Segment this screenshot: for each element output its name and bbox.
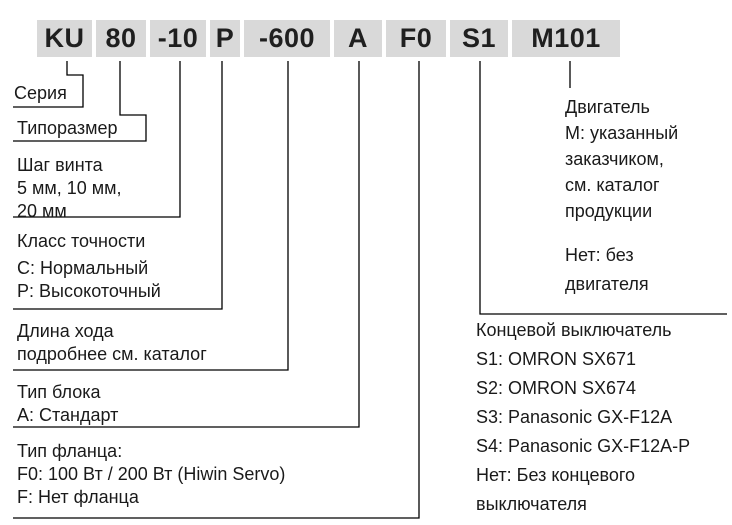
code-segment-stroke: -600 <box>244 20 330 57</box>
label-limit-switch-line: S4: Panasonic GX-F12A-P <box>476 436 691 456</box>
label-accuracy-line: P: Высокоточный <box>17 281 161 301</box>
label-block-line: A: Стандарт <box>17 405 119 425</box>
label-flange <box>17 440 285 509</box>
code-segment-series: KU <box>37 20 92 57</box>
label-block-title: Тип блока <box>17 382 101 402</box>
label-pitch <box>17 154 122 223</box>
label-flange-line: F: Нет фланца <box>17 487 139 507</box>
label-limit-switch-line: S3: Panasonic GX-F12A <box>476 407 673 427</box>
label-pitch-line: 20 мм <box>17 201 67 221</box>
label-accuracy-line: C: Нормальный <box>17 258 149 278</box>
label-motor <box>565 94 678 224</box>
label-limit-switch-line: S2: OMRON SX674 <box>476 378 637 398</box>
label-stroke <box>17 320 207 366</box>
label-motor-none-line: Нет: без <box>565 245 634 265</box>
label-series <box>14 82 67 105</box>
label-limit-switch-line: Нет: Без концевого <box>476 465 636 485</box>
label-accuracy-title: Класс точности <box>17 231 146 251</box>
label-pitch-title: Шаг винта <box>17 155 103 175</box>
code-segment-accuracy: P <box>210 20 240 57</box>
label-limit-switch-line: S1: OMRON SX671 <box>476 349 637 369</box>
label-flange-line: F0: 100 Вт / 200 Вт (Hiwin Servo) <box>17 464 286 484</box>
label-limit-switch-line: выключателя <box>476 494 587 514</box>
code-segment-block: A <box>334 20 382 57</box>
code-segment-motor: M101 <box>512 20 620 57</box>
label-motor-line: заказчиком, <box>565 149 664 169</box>
label-motor-line: M: указанный <box>565 123 679 143</box>
label-block <box>17 381 118 427</box>
label-series-text: Серия <box>14 83 67 103</box>
label-pitch-line: 5 мм, 10 мм, <box>17 178 122 198</box>
label-flange-title: Тип фланца: <box>17 441 123 461</box>
label-size-text: Типоразмер <box>17 118 118 138</box>
label-motor-none-line: двигателя <box>565 274 649 294</box>
label-stroke-line: подробнее см. каталог <box>17 344 207 364</box>
label-limit-switch-title: Концевой выключатель <box>476 320 672 340</box>
label-size <box>17 117 118 140</box>
code-segment-limit-switch: S1 <box>450 20 508 57</box>
label-motor-line: см. каталог <box>565 175 660 195</box>
label-motor-line: продукции <box>565 201 653 221</box>
code-segment-size: 80 <box>96 20 146 57</box>
label-motor-title: Двигатель <box>565 97 650 117</box>
label-stroke-title: Длина хода <box>17 321 114 341</box>
code-segment-pitch: -10 <box>150 20 206 57</box>
label-motor-none <box>565 241 649 299</box>
code-segment-flange: F0 <box>386 20 446 57</box>
label-accuracy <box>17 230 161 303</box>
label-limit-switch <box>476 316 690 519</box>
